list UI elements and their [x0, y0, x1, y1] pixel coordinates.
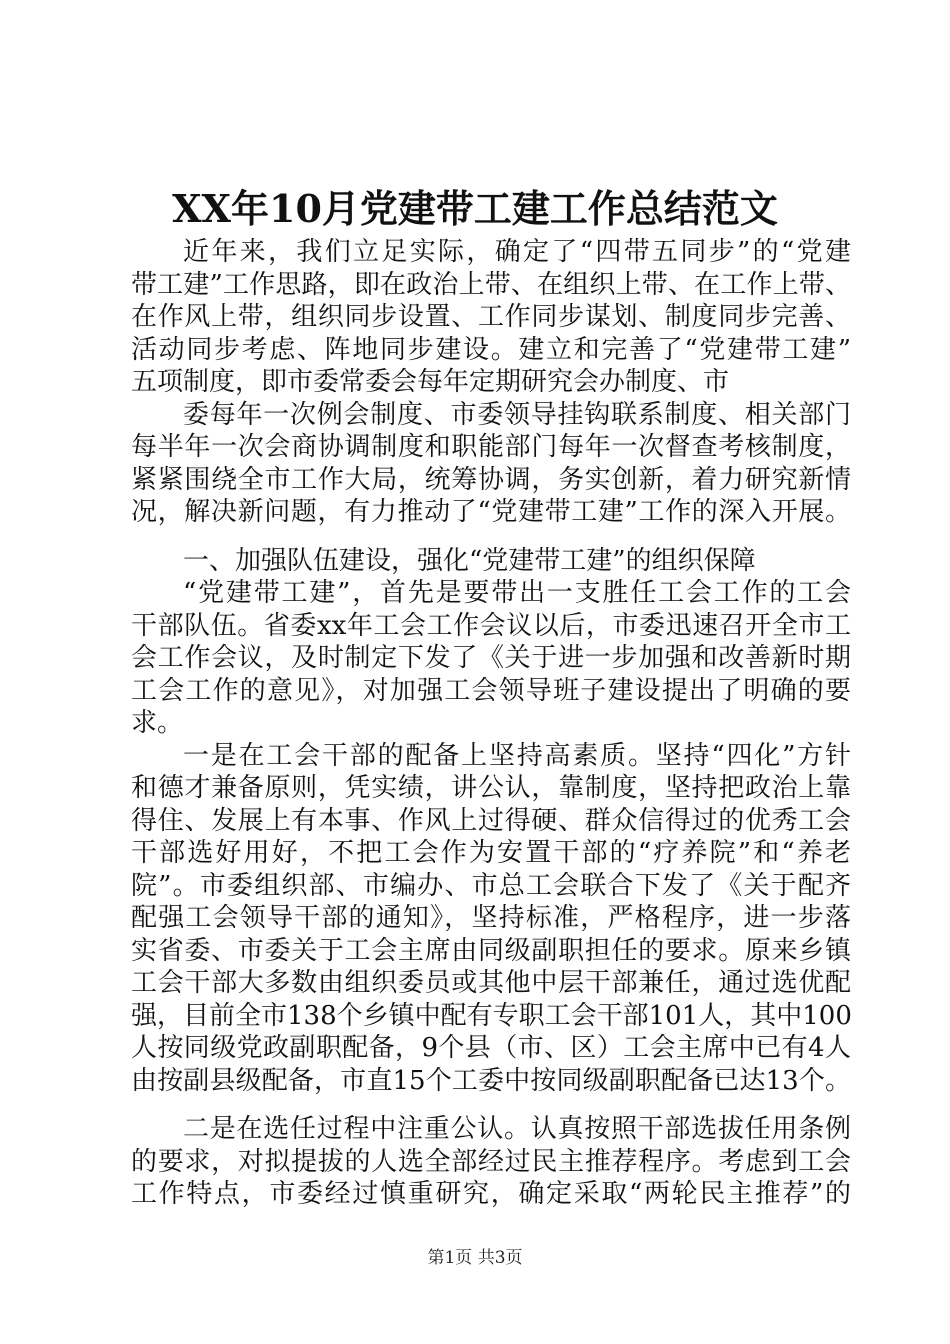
text-line: 人按同级党政副职配备，9个县（市、区）工会主席中已有4人: [131, 1033, 851, 1063]
text-line: 干部选好用好，不把工会作为安置干部的“疗养院”和“养老: [131, 838, 851, 868]
text-line: 二是在选任过程中注重公认。认真按照干部选拔任用条例: [183, 1114, 851, 1144]
text-line: 得住、发展上有本事、作风上过得硬、群众信得过的优秀工会: [131, 805, 851, 836]
text-line: 实省委、市委关于工会主席由同级副职担任的要求。原来乡镇: [131, 935, 851, 966]
text-line: 配强工会领导干部的通知》，坚持标准，严格程序，进一步落: [131, 903, 851, 933]
text-line: 工会工作的意见》，对加强工会领导班子建设提出了明确的要: [131, 675, 851, 706]
text-line: 强，目前全市138个乡镇中配有专职工会干部101人，其中100: [131, 1000, 852, 1031]
page-footer: 第1页 共3页: [427, 1248, 523, 1268]
text-line: 活动同步考虑、阵地同步建设。建立和完善了“党建带工建”: [131, 334, 851, 365]
text-line: 每半年一次会商协调制度和职能部门每年一次督查考核制度，: [131, 432, 851, 462]
document-body: [131, 236, 851, 1211]
section-heading: 一、加强队伍建设，强化“党建带工建”的组织保障: [183, 545, 756, 576]
text-line: 在作风上带，组织同步设置、工作同步谋划、制度同步完善、: [131, 302, 851, 332]
text-line: 的要求，对拟提拔的人选全部经过民主推荐程序。考虑到工会: [131, 1146, 851, 1177]
text-line: 委每年一次例会制度、市委领导挂钩联系制度、相关部门: [183, 399, 851, 430]
text-line: 紧紧围绕全市工作大局，统筹协调，务实创新，着力研究新情: [131, 464, 851, 495]
text-line: 近年来，我们立足实际，确定了“四带五同步”的“党建: [183, 237, 851, 267]
paragraph-gap: [131, 1097, 851, 1113]
text-line: 求。: [131, 708, 184, 738]
text-line: 院”。市委组织部、市编办、市总工会联合下发了《关于配齐: [131, 870, 851, 901]
text-line: 由按副县级配备，市直15个工委中按同级副职配备已达13个。: [131, 1065, 851, 1096]
document-title: XX年10月党建带工建工作总结范文: [172, 186, 778, 231]
text-line: “党建带工建”，首先是要带出一支胜任工会工作的工会: [183, 578, 851, 608]
text-line: 带工建”工作思路，即在政治上带、在组织上带、在工作上带、: [131, 269, 851, 300]
text-line: 干部队伍。省委xx年工会工作会议以后，市委迅速召开全市工: [131, 610, 851, 641]
text-line: 一是在工会干部的配备上坚持高素质。坚持“四化”方针: [183, 740, 851, 771]
text-line: 况，解决新问题，有力推动了“党建带工建”工作的深入开展。: [131, 497, 851, 527]
text-line: 五项制度，即市委常委会每年定期研究会办制度、市: [131, 367, 730, 397]
text-line: 和德才兼备原则，凭实绩，讲公认，靠制度，坚持把政治上靠: [131, 773, 851, 803]
paragraph-gap: [131, 529, 851, 545]
text-line: 工作特点，市委经过慎重研究，确定采取“两轮民主推荐”的: [131, 1179, 851, 1209]
text-line: 会工作会议，及时制定下发了《关于进一步加强和改善新时期: [131, 643, 851, 673]
text-line: 工会干部大多数由组织委员或其他中层干部兼任，通过选优配: [131, 968, 851, 998]
